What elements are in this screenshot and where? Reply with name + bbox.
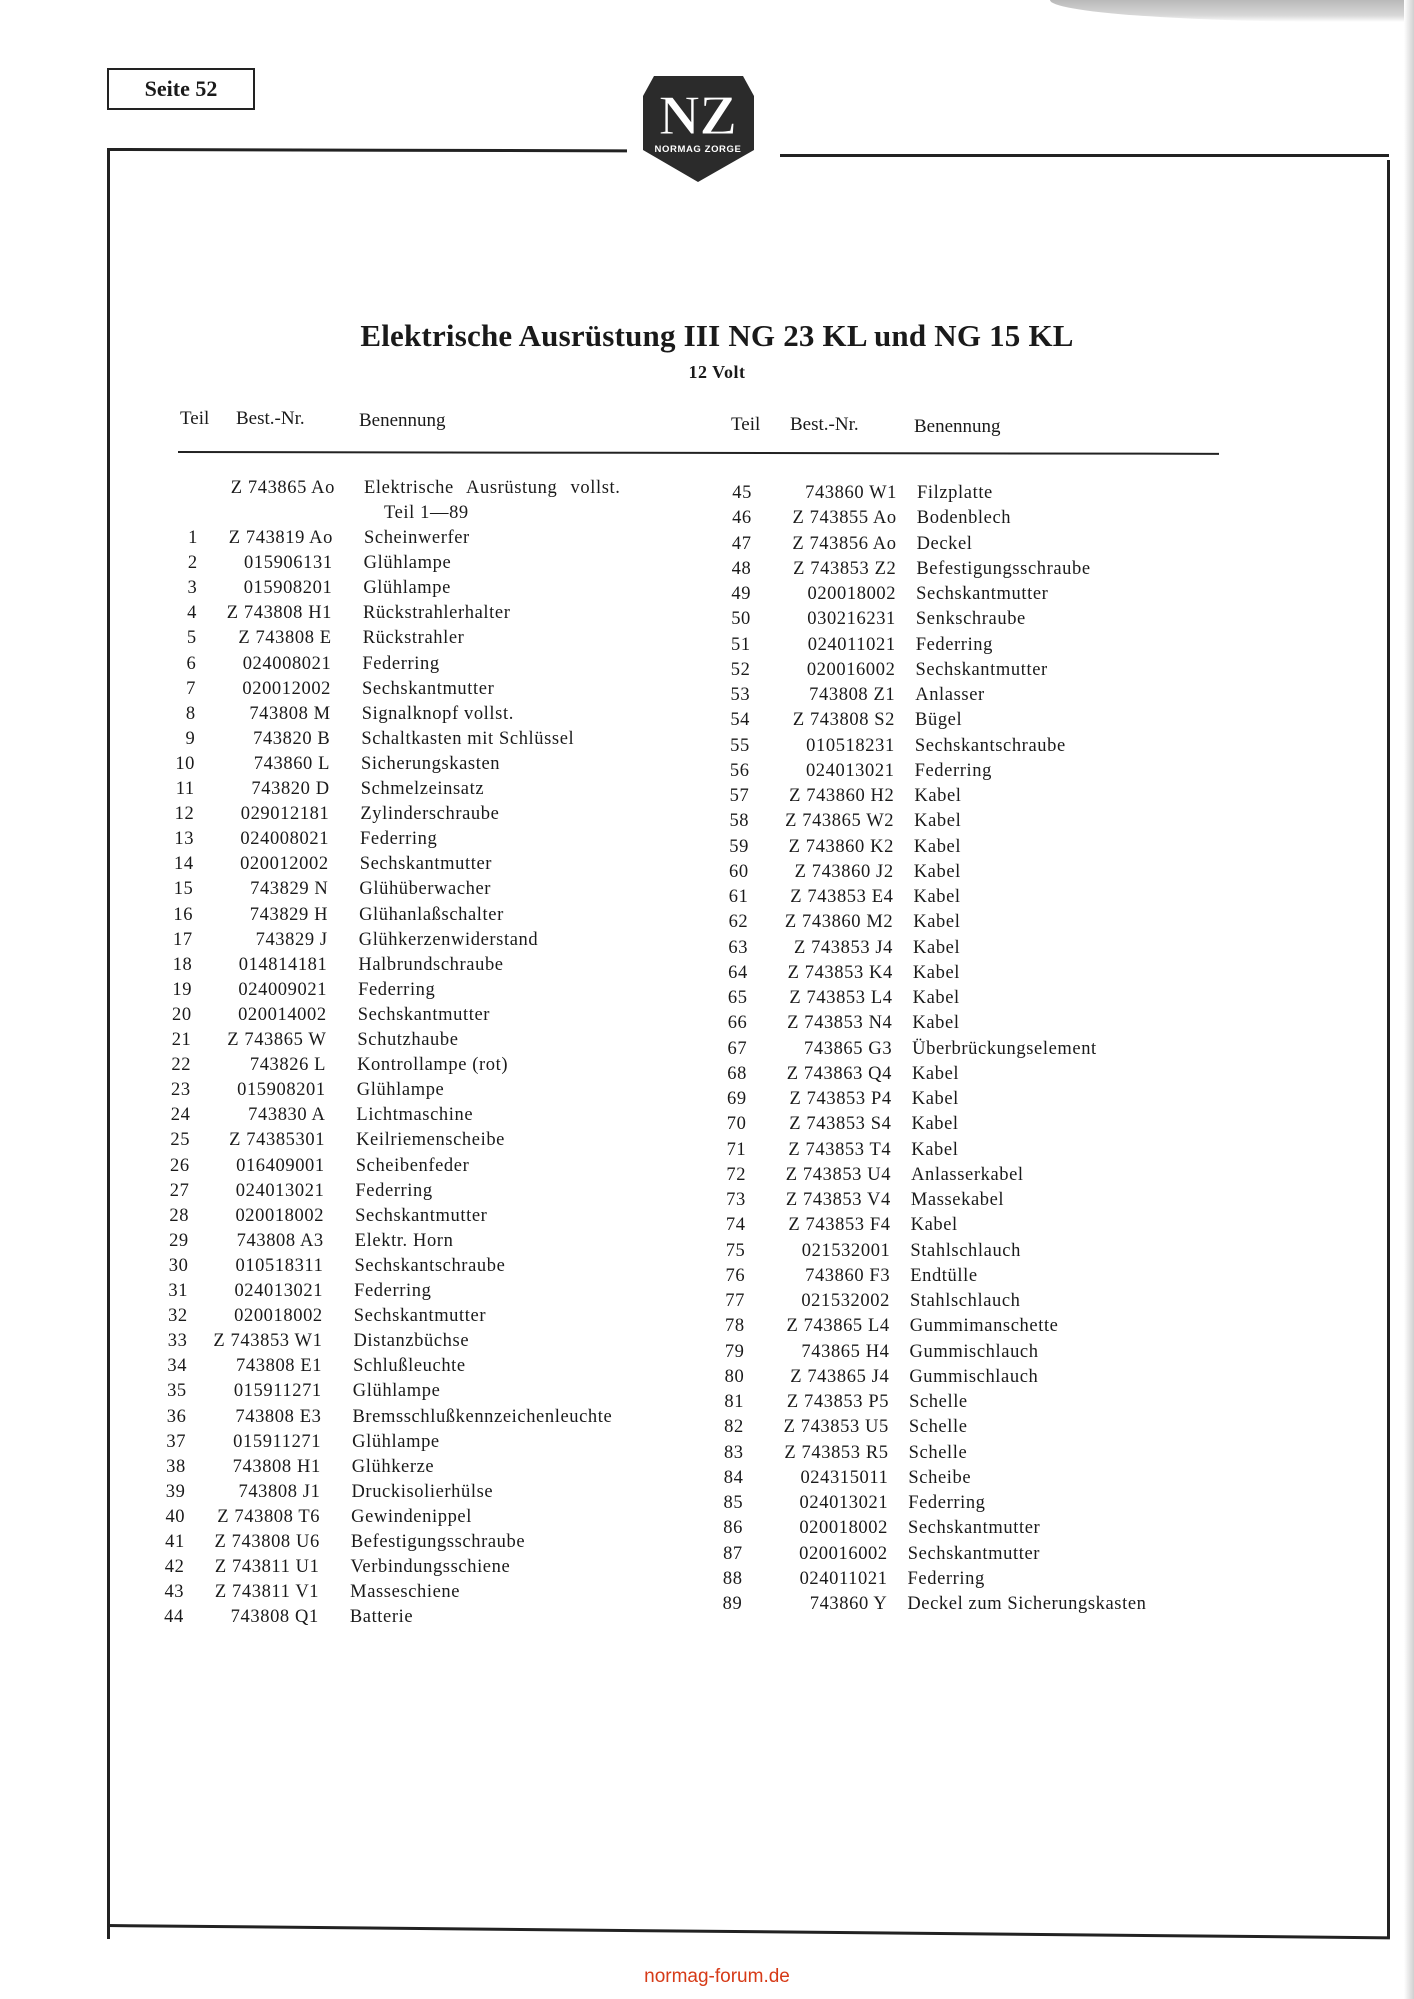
part-number: 5 [186,628,197,649]
order-number: 015911271 [233,1431,322,1452]
part-number: 14 [174,854,194,875]
order-number: 743860 Y [809,1594,888,1614]
part-name: Kabel [912,962,961,983]
frame-top-right-line [780,154,1389,157]
part-number: 2 [187,553,198,574]
part-name: Schutzhaube [357,1030,459,1050]
order-number: Z 743853 R5 [784,1442,889,1463]
part-number: 17 [173,929,193,950]
part-number: 33 [167,1331,188,1352]
order-number: 020018002 [799,1518,888,1539]
part-name: Federring [914,760,992,781]
part-number: 57 [729,786,750,806]
part-number: 51 [730,634,751,655]
part-number: 48 [731,558,752,579]
part-name: Kabel [912,1013,960,1034]
part-number: 65 [727,988,748,1008]
footer-source: normag-forum.de [644,1966,790,1987]
part-name: Elektr. Horn [354,1230,454,1251]
part-name: Stahlschlauch [910,1240,1021,1261]
part-number: 64 [728,962,748,983]
order-number: 024013021 [234,1281,324,1301]
part-name: Lichtmaschine [356,1105,474,1126]
part-name: Signalknopf vollst. [361,703,514,724]
part-number: 87 [723,1543,743,1564]
order-number: 015908201 [237,1080,326,1101]
part-name: Sechskantmutter [353,1306,487,1327]
part-name: Sechskantschraube [914,735,1066,756]
assembly-name-line2: Teil 1—89 [384,503,469,523]
part-number: 79 [724,1341,745,1362]
order-number: 743829 J [255,929,328,950]
order-number: Z 743855 Ao [792,508,897,529]
part-number: 30 [168,1255,189,1276]
part-number: 72 [726,1164,747,1185]
part-number: 50 [731,609,751,630]
order-number: Z 743853 P4 [789,1089,892,1109]
part-number: 28 [169,1205,190,1226]
part-number: 75 [725,1240,746,1261]
right-header-teil: Teil [731,414,761,435]
order-number: Z 74385301 [229,1130,326,1151]
order-number: 020018002 [234,1306,323,1327]
order-number: 020016002 [799,1543,888,1564]
order-number: Z 743811 V1 [214,1582,320,1603]
order-number: 024008021 [240,829,330,850]
order-number: Z 743860 M2 [784,912,894,933]
part-number: 43 [164,1582,185,1603]
order-number: Z 743853 J4 [793,937,894,958]
part-name: Glühkerzenwiderstand [358,929,539,950]
order-number: 743826 L [249,1055,327,1076]
svg-text:NORMAG ZORGE: NORMAG ZORGE [654,144,742,155]
part-name: Kabel [913,937,961,958]
part-name: Distanzbüchse [353,1331,470,1352]
part-name: Befestigungsschraube [916,558,1091,579]
part-name: Massekabel [910,1190,1005,1210]
part-number: 41 [165,1532,185,1552]
part-name: Sechskantmutter [907,1518,1041,1539]
order-number: 029012181 [240,804,330,825]
normag-zorge-logo-icon [640,70,757,184]
part-name: Schaltkasten mit Schlüssel [361,728,575,749]
part-name: Gummimanschette [909,1316,1059,1337]
order-number: 020014002 [238,1004,327,1025]
part-name: Scheibe [908,1467,972,1488]
part-name: Masseschiene [350,1582,461,1603]
order-number: 020018002 [807,584,897,604]
order-number: Z 743856 Ao [792,533,897,554]
part-number: 42 [164,1557,185,1578]
part-name: Kabel [913,836,962,857]
part-number: 1 [188,528,198,548]
order-number: Z 743860 H2 [789,786,895,806]
order-number: Z 743808 S2 [792,710,896,731]
part-number: 78 [725,1316,745,1337]
part-number: 16 [173,904,194,925]
part-number: 81 [724,1392,745,1412]
part-name: Stahlschlauch [909,1291,1021,1311]
scan-edge-shadow [1050,0,1414,22]
order-number: 743860 L [253,753,331,774]
order-number: Z 743853 L4 [789,988,893,1008]
part-name: Federring [355,1180,433,1201]
order-number: 015908201 [243,578,333,599]
order-number: 020018002 [235,1205,325,1226]
part-number: 83 [723,1442,744,1463]
part-number: 77 [725,1291,745,1311]
part-number: 9 [185,728,196,749]
order-number: 014814181 [238,954,328,975]
order-number: 743829 N [250,879,329,900]
part-number: 7 [186,678,197,699]
part-name: Federring [915,634,994,655]
order-number: 743820 D [251,779,330,799]
part-name: Kabel [913,887,961,907]
part-number: 73 [726,1190,746,1210]
part-name: Schelle [908,1442,968,1463]
part-number: 86 [723,1518,743,1539]
part-name: Kabel [911,1139,959,1160]
left-header-teil: Teil [180,408,210,429]
order-number: Z 743853 Z2 [793,558,897,579]
part-number: 31 [168,1281,189,1301]
part-number: 20 [172,1004,192,1025]
part-number: 23 [171,1080,191,1101]
part-name: Keilriemenscheibe [356,1130,505,1151]
frame-bottom-line [107,1924,1390,1939]
order-number: 743830 A [248,1105,326,1126]
part-name: Kabel [911,1063,960,1084]
page-number-box [107,68,255,110]
part-number: 37 [166,1431,187,1452]
part-name: Sechskantmutter [915,659,1048,680]
part-number: 45 [732,483,752,503]
part-name: Deckel [916,533,973,554]
part-name: Zylinderschraube [360,804,500,825]
left-header-nr: Best.-Nr. [236,408,305,429]
order-number: 024008021 [242,653,332,674]
part-number: 85 [723,1493,744,1513]
part-number: 8 [185,703,196,724]
part-number: 56 [729,760,750,781]
part-name: Kabel [910,1215,958,1236]
assembly-name: Elektrische Ausrüstung vollst. [364,478,621,498]
part-number: 66 [727,1013,748,1034]
part-number: 38 [166,1456,186,1477]
part-number: 69 [727,1089,747,1109]
part-name: Überbrückungselement [912,1038,1097,1059]
part-number: 19 [172,979,193,1000]
header-rule [178,451,1219,455]
part-name: Halbrundschraube [358,954,504,975]
order-number: 743808 E1 [236,1356,323,1377]
part-number: 15 [173,879,194,900]
order-number: Z 743853 V4 [785,1190,891,1210]
part-name: Gummischlauch [909,1341,1039,1362]
part-name: Sechskantschraube [354,1255,506,1276]
order-number: 743808 H1 [232,1456,321,1477]
order-number: 020012002 [242,678,332,699]
part-number: 84 [723,1467,744,1488]
order-number: 024013021 [805,760,895,781]
order-number: Z 743853 U4 [785,1164,892,1185]
order-number: 743820 B [253,728,331,749]
part-number: 68 [727,1063,747,1084]
part-number: 53 [730,685,751,705]
part-name: Glühlampe [363,578,451,599]
order-number: Z 743865 W2 [785,811,895,832]
part-number: 55 [730,735,750,756]
part-name: Anlasserkabel [911,1164,1024,1185]
part-number: 4 [187,603,198,624]
order-number: Z 743811 U1 [214,1557,320,1578]
part-number: 13 [174,829,195,850]
order-number: Z 743860 J2 [794,861,894,882]
order-number: 021532002 [801,1291,890,1311]
order-number: Z 743853 P5 [786,1392,890,1412]
order-number: Z 743808 T6 [217,1506,321,1527]
order-number: Z 743853 U5 [783,1417,889,1438]
frame-right-line [1387,160,1390,1938]
part-number: 27 [169,1180,190,1201]
part-name: Federring [362,653,440,674]
order-number: Z 743819 Ao [228,528,333,548]
part-name: Glühlampe [352,1381,441,1402]
order-number: 743808 Q1 [230,1607,319,1628]
part-number: 10 [175,753,196,774]
order-number: 015911271 [233,1381,322,1402]
part-number: 44 [164,1607,184,1628]
part-name: Federring [908,1493,986,1513]
part-number: 24 [170,1105,191,1126]
part-name: Federring [354,1281,432,1301]
part-name: Glühkerze [351,1456,435,1477]
part-name: Bodenblech [916,508,1012,529]
order-number: Z 743808 U6 [214,1532,320,1552]
part-name: Befestigungsschraube [350,1532,526,1552]
part-name: Sechskantmutter [359,854,493,875]
order-number: Z 743863 Q4 [786,1063,892,1084]
part-name: Schmelzeinsatz [360,779,485,799]
order-number: Z 743853 W1 [213,1331,323,1352]
frame-left-line [107,149,110,1939]
order-number: 016409001 [236,1155,325,1176]
frame-top-left-line [107,148,627,152]
order-number: 020016002 [806,659,896,680]
order-number: 015906131 [244,553,333,574]
part-name: Glühlampe [363,553,452,574]
order-number: 024011021 [799,1568,888,1589]
left-header-name: Benennung [359,410,446,431]
part-name: Scheibenfeder [355,1155,470,1176]
order-number: Z 743808 E [238,628,332,649]
order-number: Z 743865 W [227,1030,327,1050]
part-number: 59 [729,836,749,857]
part-number: 63 [728,937,749,958]
part-number: 25 [170,1130,191,1151]
part-number: 11 [175,779,195,799]
part-name: Batterie [349,1607,414,1628]
part-name: Kabel [913,912,961,933]
part-number: 29 [169,1230,189,1251]
part-number: 46 [732,508,752,529]
order-number: Z 743853 N4 [787,1013,893,1034]
part-name: Bügel [915,710,963,731]
order-number: Z 743865 J4 [790,1366,890,1387]
part-name: Kabel [914,811,962,832]
order-number: 024013021 [799,1493,889,1513]
part-name: Schelle [909,1392,968,1412]
part-number: 89 [722,1594,743,1614]
part-number: 18 [172,954,193,975]
part-number: 6 [186,653,197,674]
scan-edge-right [1404,0,1414,1999]
part-number: 35 [167,1381,187,1402]
order-number: 021532001 [801,1240,891,1261]
part-name: Rückstrahler [362,628,465,649]
part-name: Sechskantmutter [362,678,495,699]
part-name: Bremsschlußkennzeichenleuchte [352,1406,613,1427]
part-name: Kabel [911,1114,959,1135]
part-name: Glühüberwacher [359,879,492,900]
order-number: 024011021 [807,634,896,655]
part-name: Verbindungsschiene [350,1557,511,1578]
order-number: 024315011 [800,1467,889,1488]
part-number: 62 [728,912,749,933]
order-number: Z 743853 F4 [788,1215,891,1236]
part-number: 71 [726,1139,747,1160]
part-number: 54 [730,710,751,731]
part-name: Schlußleuchte [353,1356,466,1377]
part-name: Sechskantmutter [907,1543,1041,1564]
part-number: 32 [168,1306,188,1327]
document-title: Elektrische Ausrüstung III NG 23 KL und NG 15 KL [360,318,1074,353]
assembly-nr: Z 743865 Ao [230,478,335,498]
order-number: Z 743853 K4 [787,962,893,983]
part-name: Kabel [914,786,962,806]
order-number: 010518231 [806,735,895,756]
part-number: 47 [731,533,752,554]
order-number: 743865 G3 [804,1038,893,1059]
order-number: Z 743860 K2 [788,836,894,857]
part-number: 22 [171,1055,192,1076]
part-number: 60 [729,861,749,882]
part-name: Kontrollampe (rot) [357,1055,509,1076]
order-number: 743808 J1 [238,1481,321,1502]
part-number: 88 [722,1568,743,1589]
part-name: Gummischlauch [909,1366,1039,1387]
order-number: Z 743853 T4 [788,1139,892,1160]
order-number: 743808 E3 [235,1406,322,1427]
document-subtitle: 12 Volt [688,362,746,382]
right-header-nr: Best.-Nr. [790,414,859,435]
part-number: 61 [728,887,749,907]
part-name: Kabel [913,861,961,882]
part-name: Sechskantmutter [357,1004,491,1025]
order-number: 024013021 [235,1180,325,1201]
part-name: Sicherungskasten [361,753,501,774]
part-number: 34 [167,1356,188,1377]
part-name: Sechskantmutter [355,1205,488,1226]
order-number: Z 743853 E4 [790,887,894,907]
part-name: Federring [358,979,436,1000]
order-number: 743860 W1 [805,483,897,503]
part-number: 39 [165,1481,186,1502]
part-number: 12 [174,804,195,825]
part-name: Federring [907,1568,985,1589]
part-name: Federring [360,829,438,850]
part-name: Glühlampe [356,1080,445,1101]
part-number: 3 [187,578,198,599]
part-name: Kabel [912,988,960,1008]
part-number: 74 [725,1215,746,1236]
order-number: 743808 M [249,703,331,724]
order-number: 743865 H4 [801,1341,890,1362]
part-name: Anlasser [915,685,985,705]
part-number: 58 [729,811,750,832]
part-name: Druckisolierhülse [351,1481,494,1502]
part-name: Schelle [908,1417,968,1438]
part-number: 76 [725,1265,746,1286]
page-number: Seite 52 [144,76,218,101]
part-number: 21 [171,1030,192,1050]
order-number: Z 743808 H1 [226,603,333,624]
order-number: 030216231 [807,609,896,630]
order-number: 743860 F3 [805,1265,891,1286]
order-number: 020012002 [240,854,329,875]
part-name: Filzplatte [917,483,993,503]
order-number: 743808 A3 [236,1230,324,1251]
order-number: 024009021 [238,979,328,1000]
order-number: 743829 H [249,904,329,925]
order-number: Z 743865 L4 [786,1316,890,1337]
part-name: Deckel zum Sicherungskasten [907,1594,1147,1614]
part-name: Endtülle [910,1265,978,1286]
part-name: Sechskantmutter [916,584,1049,604]
part-name: Scheinwerfer [364,528,470,548]
part-number: 49 [731,584,752,604]
svg-text:NZ: NZ [659,85,737,147]
part-name: Gewindenippel [351,1506,472,1527]
part-number: 80 [724,1366,745,1387]
part-name: Glühanlaßschalter [359,904,504,925]
part-number: 52 [730,659,751,680]
part-name: Kabel [911,1089,959,1109]
part-name: Rückstrahlerhalter [363,603,511,624]
part-number: 40 [165,1506,186,1527]
order-number: 743808 Z1 [809,685,896,705]
order-number: Z 743853 S4 [789,1114,892,1135]
part-name: Senkschraube [915,609,1026,630]
part-name: Glühlampe [352,1431,440,1452]
right-header-name: Benennung [914,416,1001,437]
part-number: 36 [166,1406,187,1427]
part-number: 70 [726,1114,747,1135]
part-number: 67 [727,1038,748,1059]
part-number: 82 [724,1417,744,1438]
order-number: 010518311 [235,1255,324,1276]
part-number: 26 [170,1155,190,1176]
